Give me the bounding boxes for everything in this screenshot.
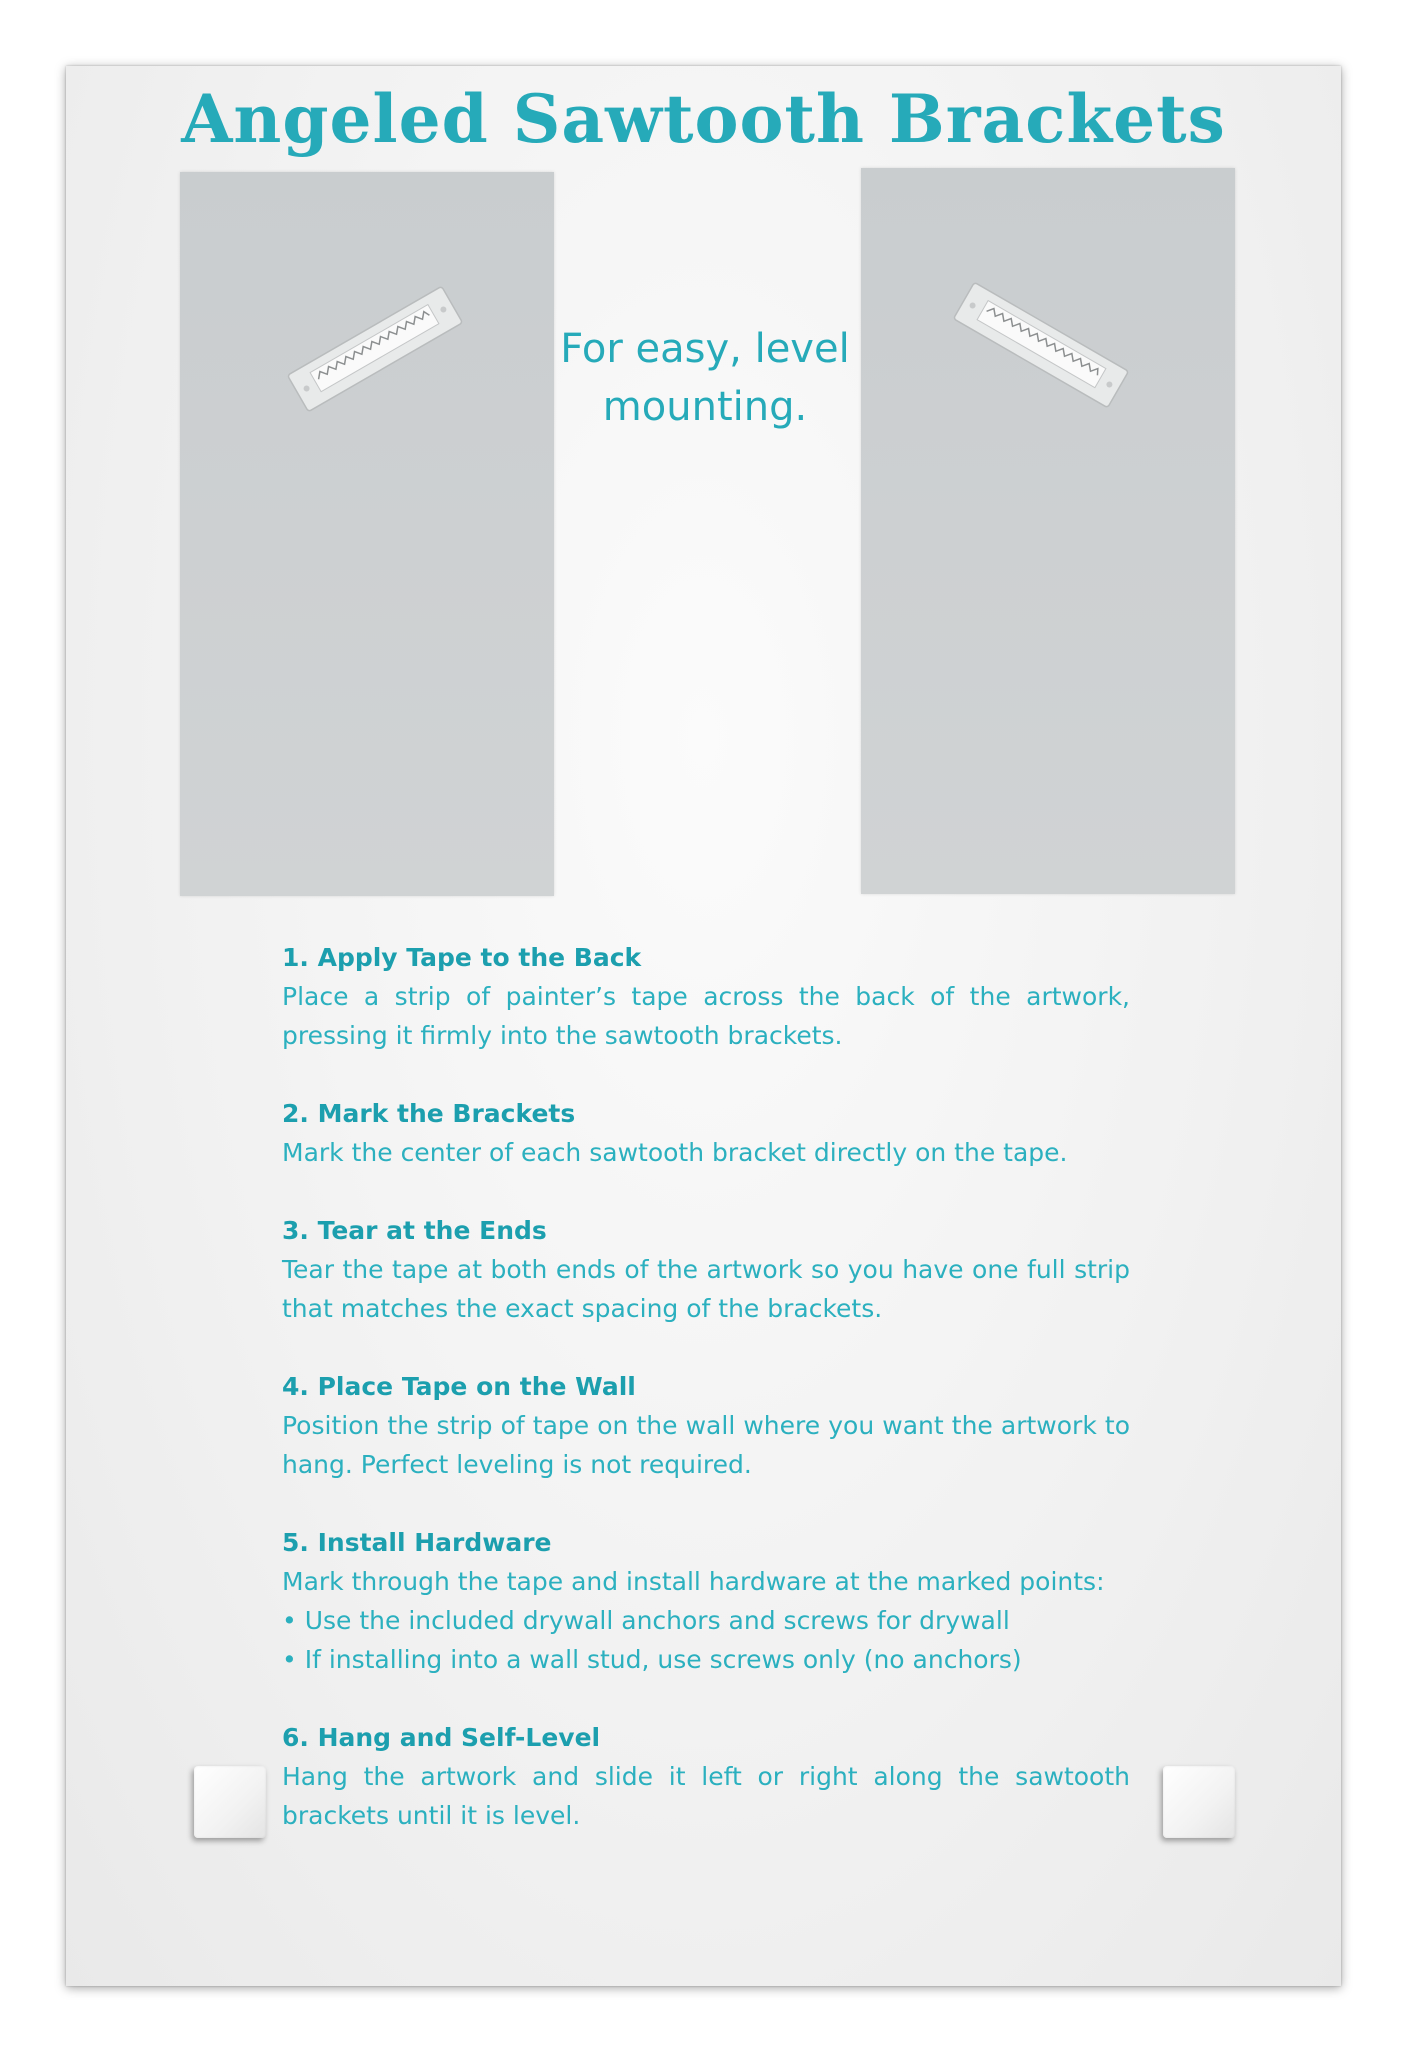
step-body: Hang the artwork and slide it left or right along the sawtooth brackets until it is level. [282, 1762, 1130, 1830]
right-panel-image [861, 168, 1235, 894]
step-body: Position the strip of tape on the wall where you want the artwork to hang. Perfect leveling is not required. [282, 1411, 1130, 1479]
step-6 [282, 1718, 1130, 1835]
bullet-item: • Use the included drywall anchors and screws for drywall [282, 1606, 1010, 1635]
step-body: Mark the center of each sawtooth bracket directly on the tape. [282, 1138, 1068, 1167]
instruction-steps [282, 938, 1130, 1874]
step-title: 4. Place Tape on the Wall [282, 1372, 636, 1401]
step-2 [282, 1094, 1130, 1172]
page-title: Angeled Sawtooth Brackets [181, 80, 1226, 158]
step-5 [282, 1523, 1130, 1679]
step-4 [282, 1367, 1130, 1484]
left-panel-image [180, 172, 554, 896]
tagline: For easy, level mounting. [560, 326, 850, 430]
step-title: 5. Install Hardware [282, 1528, 552, 1557]
step-1 [282, 938, 1130, 1055]
bumper-pad [1163, 1766, 1235, 1838]
step-3 [282, 1211, 1130, 1328]
step-title: 3. Tear at the Ends [282, 1216, 547, 1245]
bumper-pad [194, 1766, 266, 1838]
step-body: Tear the tape at both ends of the artwork so you have one full strip that matches the exact spacing of the brackets. [282, 1255, 1130, 1323]
step-title: 2. Mark the Brackets [282, 1099, 576, 1128]
sawtooth-bracket-icon [286, 285, 464, 413]
step-body: Place a strip of painter’s tape across the back of the artwork, pressing it firmly into the sawtooth brackets. [282, 982, 1130, 1050]
sawtooth-bracket-icon [952, 281, 1130, 409]
step-title: 1. Apply Tape to the Back [282, 943, 642, 972]
step-body: Mark through the tape and install hardware at the marked points: [282, 1567, 1105, 1596]
step-title: 6. Hang and Self-Level [282, 1723, 601, 1752]
bullet-item: • If installing into a wall stud, use screws only (no anchors) [282, 1645, 1022, 1674]
